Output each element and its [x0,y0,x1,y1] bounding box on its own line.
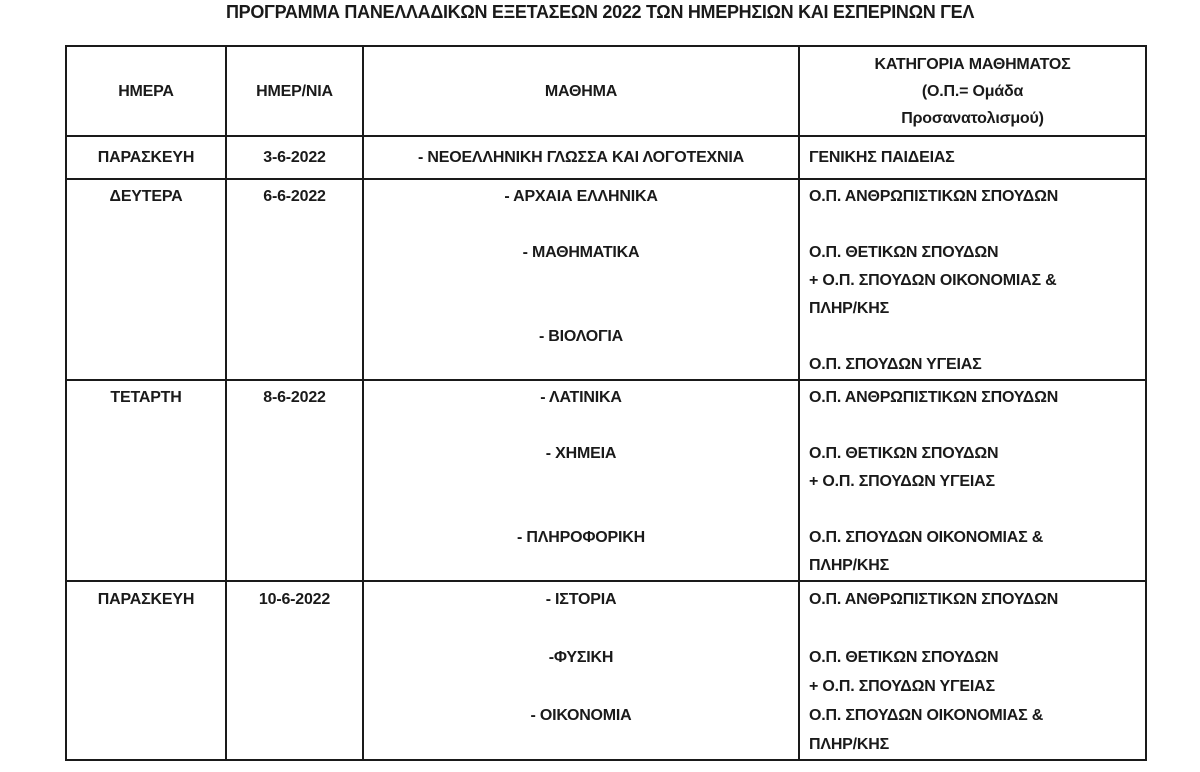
subject-line: - ΙΣΤΟΡΙΑ [545,591,617,608]
category-line [809,323,1141,351]
category-line: Ο.Π. ΑΝΘΡΩΠΙΣΤΙΚΩΝ ΣΠΟΥΔΩΝ [809,389,1059,406]
subject-line [364,267,798,295]
category-line: Ο.Π. ΣΠΟΥΔΩΝ ΟΙΚΟΝΟΜΙΑΣ & [809,707,1044,724]
day-cell [66,581,226,760]
category-line: + Ο.Π. ΣΠΟΥΔΩΝ ΥΓΕΙΑΣ [809,678,995,695]
category-line: + Ο.Π. ΣΠΟΥΔΩΝ ΥΓΕΙΑΣ [809,473,995,490]
category-line: Ο.Π. ΑΝΘΡΩΠΙΣΤΙΚΩΝ ΣΠΟΥΔΩΝ [809,591,1059,608]
category-line: ΓΕΝΙΚΗΣ ΠΑΙΔΕΙΑΣ [809,148,955,166]
category-line: + Ο.Π. ΣΠΟΥΔΩΝ ΟΙΚΟΝΟΜΙΑΣ & [809,272,1057,289]
date-label: 8-6-2022 [263,389,326,406]
subject-line [364,672,798,701]
header-label-subject: ΜΑΘΗΜΑ [544,82,618,100]
day-cell [66,179,226,380]
header-label-category-line: Προσανατολισμού) [901,109,1044,127]
header-label-category-line: (Ο.Π.= Ομάδα [921,82,1024,100]
subject-line: - ΛΑΤΙΝΙΚΑ [540,389,622,406]
category-cell [799,380,1146,581]
subject-line [364,412,798,440]
category-line [809,496,1141,524]
header-cell-subject [363,46,799,136]
category-line [809,412,1141,440]
day-cell [66,136,226,179]
category-line: ΠΛΗΡ/ΚΗΣ [809,300,890,317]
day-label: ΤΕΤΑΡΤΗ [110,389,182,406]
header-label-date: ΗΜΕΡ/ΝΙΑ [256,82,333,100]
table-row [66,179,1146,380]
subject-line: -ΦΥΣΙΚΗ [548,649,614,666]
category-line: ΠΛΗΡ/ΚΗΣ [809,557,890,574]
table-row [66,136,1146,179]
date-label: 6-6-2022 [263,188,326,205]
day-cell [66,380,226,581]
subject-line: - ΜΑΘΗΜΑΤΙΚΑ [522,244,640,261]
category-line: Ο.Π. ΣΠΟΥΔΩΝ ΥΓΕΙΑΣ [809,356,982,373]
category-line: Ο.Π. ΣΠΟΥΔΩΝ ΟΙΚΟΝΟΜΙΑΣ & [809,529,1044,546]
subject-line [364,552,798,580]
category-line [809,614,1141,643]
date-cell [226,380,363,581]
table-row [66,581,1146,760]
subject-cell [363,380,799,581]
category-cell [799,136,1146,179]
category-line: Ο.Π. ΘΕΤΙΚΩΝ ΣΠΟΥΔΩΝ [809,244,999,261]
category-line: ΠΛΗΡ/ΚΗΣ [809,736,890,753]
subject-cell [363,581,799,760]
header-label-category-line: ΚΑΤΗΓΟΡΙΑ ΜΑΘΗΜΑΤΟΣ [874,55,1071,73]
subject-line: - ΧΗΜΕΙΑ [545,445,617,462]
subject-line: - ΑΡΧΑΙΑ ΕΛΛΗΝΙΚΑ [504,188,658,205]
subject-line: - ΟΙΚΟΝΟΜΙΑ [530,707,632,724]
exam-schedule-table [65,45,1147,761]
subject-line [364,211,798,239]
category-line: Ο.Π. ΑΝΘΡΩΠΙΣΤΙΚΩΝ ΣΠΟΥΔΩΝ [809,188,1059,205]
header-cell-category [799,46,1146,136]
subject-line [364,496,798,524]
day-label: ΔΕΥΤΕΡΑ [109,188,183,205]
table-row [66,380,1146,581]
category-line: Ο.Π. ΘΕΤΙΚΩΝ ΣΠΟΥΔΩΝ [809,445,999,462]
date-cell [226,136,363,179]
subject-line: - ΠΛΗΡΟΦΟΡΙΚΗ [517,529,645,546]
header-label-day: ΗΜΕΡΑ [118,82,174,100]
subject-cell [363,179,799,380]
day-label: ΠΑΡΑΣΚΕΥΗ [97,591,195,608]
subject-line [364,468,798,496]
date-label: 10-6-2022 [258,591,331,608]
date-cell [226,581,363,760]
date-label: 3-6-2022 [263,148,326,166]
category-line [809,211,1141,239]
subject-line [364,351,798,379]
header-cell-day [66,46,226,136]
subject-line [364,295,798,323]
subject-line [364,730,798,759]
subject-line: - ΝΕΟΕΛΛΗΝΙΚΗ ΓΛΩΣΣΑ ΚΑΙ ΛΟΓΟΤΕΧΝΙΑ [418,148,744,166]
subject-line: - ΒΙΟΛΟΓΙΑ [538,328,624,345]
day-label: ΠΑΡΑΣΚΕΥΗ [97,148,195,166]
category-cell [799,179,1146,380]
header-row [66,46,1146,136]
subject-cell [363,136,799,179]
subject-line [364,614,798,643]
category-cell [799,581,1146,760]
category-line: Ο.Π. ΘΕΤΙΚΩΝ ΣΠΟΥΔΩΝ [809,649,999,666]
page-title: ΠΡΟΓΡΑΜΜΑ ΠΑΝΕΛΛΑΔΙΚΩΝ ΕΞΕΤΑΣΕΩΝ 2022 ΤΩΝ ΗΜΕΡΗΣΙΩΝ ΚΑΙ ΕΣΠΕΡΙΝΩΝ ΓΕΛ [225,2,975,22]
date-cell [226,179,363,380]
header-cell-date [226,46,363,136]
